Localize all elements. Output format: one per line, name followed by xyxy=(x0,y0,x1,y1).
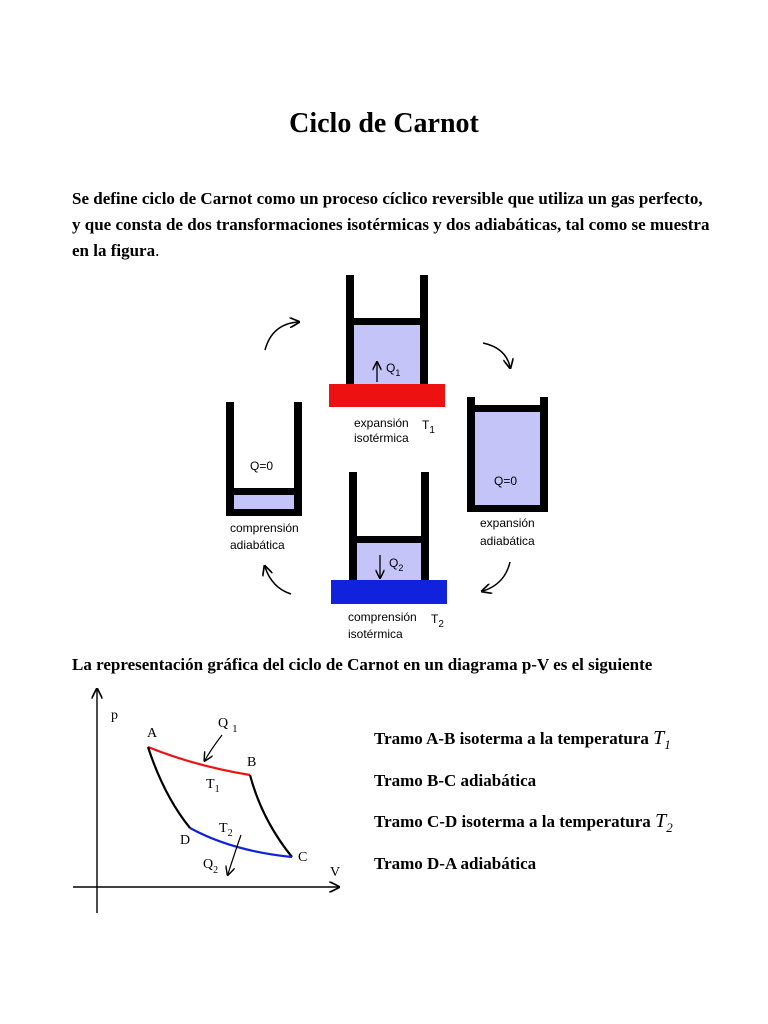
piston-bottom-wall-right xyxy=(421,472,429,580)
tramo-cd-text: Tramo C-D isoterma a la temperatura xyxy=(374,812,651,831)
piston-left-label-line2: adiabática xyxy=(230,538,285,552)
piston-right-label-line1: expansión xyxy=(480,516,535,530)
q1-label: Q $_1$ xyxy=(218,716,238,735)
piston-right-head xyxy=(474,405,541,412)
cycle-arrow-bottom-right xyxy=(483,562,510,591)
piston-top-heat-label: $Q_1$ xyxy=(386,361,401,378)
piston-left-gas xyxy=(233,494,295,509)
piston-right-label-line2: adiabática xyxy=(480,534,535,548)
piston-bottom-heat-label: $Q_2$ xyxy=(389,556,404,573)
cycle-arrow-bottom-left xyxy=(265,567,291,594)
piston-right-wall-right xyxy=(540,397,548,512)
piston-right-base xyxy=(467,505,548,512)
cycle-arrow-top-left xyxy=(265,322,298,350)
tramo-cd xyxy=(374,810,673,836)
cold-reservoir xyxy=(331,580,447,604)
piston-top-label-line2: isotérmica xyxy=(354,431,409,445)
piston-right-wall-left xyxy=(467,397,475,512)
piston-right-heat-label: Q=0 xyxy=(494,474,518,488)
tramo-da-text: Tramo D-A adiabática xyxy=(374,854,537,873)
piston-adiabatic-compression xyxy=(226,402,302,552)
piston-bottom-head xyxy=(356,536,422,543)
tramo-ab-text: Tramo A-B isoterma a la temperatura xyxy=(374,729,649,748)
piston-left-base xyxy=(226,509,302,516)
q1-arrow-icon xyxy=(205,735,222,760)
piston-bottom-wall-left xyxy=(349,472,357,580)
piston-left-head xyxy=(233,488,295,495)
isotherm-ab-curve xyxy=(148,747,250,775)
piston-left-wall-right xyxy=(294,402,302,516)
piston-top-wall-left xyxy=(346,275,354,384)
cycle-arrow-top-right xyxy=(483,343,510,367)
isotherm-cd-curve xyxy=(190,828,292,857)
pv-axis-p-label: p xyxy=(111,708,118,723)
piston-top-gas xyxy=(353,324,422,384)
tramo-da xyxy=(374,854,536,874)
piston-bottom-label-line2: isotérmica xyxy=(348,627,403,641)
tramo-cd-symbol: $T_2$ xyxy=(655,810,673,835)
piston-top-label-line1: expansión xyxy=(354,416,409,430)
intro-period: . xyxy=(155,241,160,260)
piston-left-label-line1: comprensión xyxy=(230,521,299,535)
t2-label: $T_2$ xyxy=(219,821,233,839)
page-title: Ciclo de Carnot xyxy=(289,108,479,139)
pv-axis-v-label: V xyxy=(330,865,341,880)
tramo-bc xyxy=(374,771,536,791)
hot-reservoir xyxy=(329,384,445,407)
intro-text: Se define ciclo de Carnot como un proceso cíclico reversible que utiliza un gas perfecto, y que consta de dos transformaciones isotérmicas y dos adiabáticas, tal como se muestra en la figura xyxy=(72,189,710,260)
adiabat-bc-curve xyxy=(250,775,292,857)
piston-left-heat-label: Q=0 xyxy=(250,459,274,473)
piston-right-gas xyxy=(474,411,541,505)
piston-bottom-label-line1: comprensión xyxy=(348,610,417,624)
t1-label: $T_1$ xyxy=(206,777,220,795)
piston-top-temp-label: $T_1$ xyxy=(422,418,435,436)
piston-isothermal-expansion xyxy=(329,275,445,445)
point-b-label: B xyxy=(247,755,257,770)
tramo-ab xyxy=(374,727,671,753)
piston-isothermal-compression xyxy=(331,472,447,641)
point-a-label: A xyxy=(147,726,158,741)
point-d-label: D xyxy=(180,833,191,848)
tramo-ab-symbol: $T_1$ xyxy=(653,727,671,752)
q2-label: $Q_2$ xyxy=(203,857,219,876)
q2-arrow-icon xyxy=(228,835,241,874)
adiabat-da-curve xyxy=(148,747,190,828)
point-c-label: C xyxy=(298,850,308,865)
piston-bottom-temp-label: $T_2$ xyxy=(431,612,444,630)
piston-left-wall-left xyxy=(226,402,234,516)
tramo-bc-text: Tramo B-C adiabática xyxy=(374,771,537,790)
piston-top-head xyxy=(353,318,421,325)
piston-adiabatic-expansion xyxy=(467,397,548,548)
piston-top-wall-right xyxy=(420,275,428,384)
pv-intro-text: La representación gráfica del ciclo de Carnot en un diagrama p-V es el siguiente xyxy=(72,655,653,674)
